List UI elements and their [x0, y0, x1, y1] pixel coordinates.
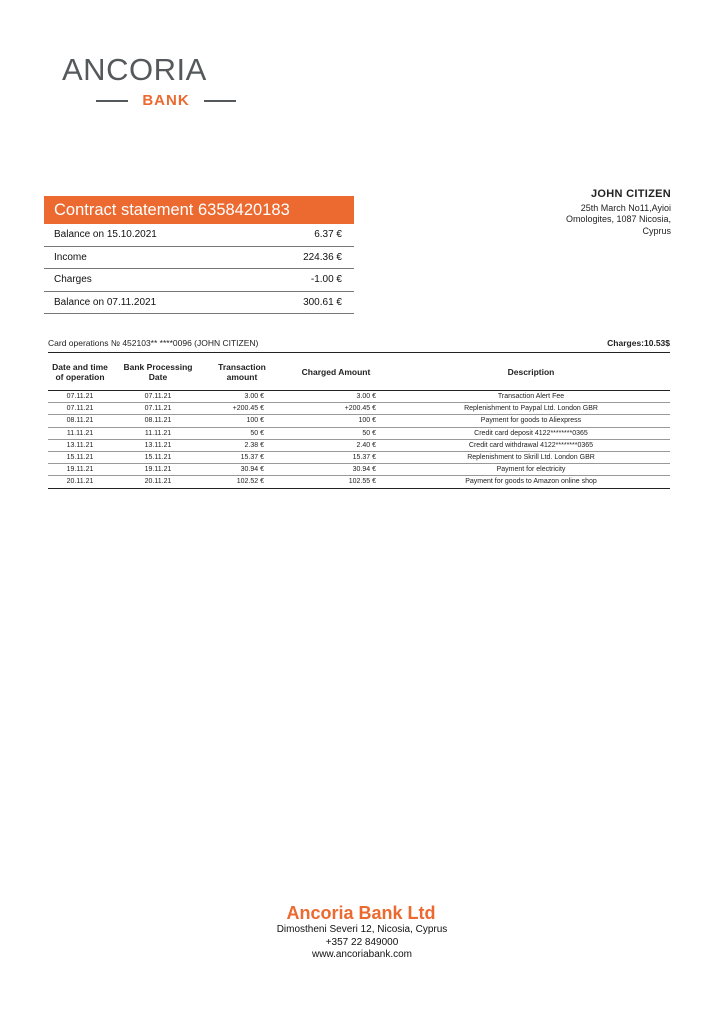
customer-address-line: Cyprus	[642, 225, 671, 236]
cell-description: Transaction Alert Fee	[392, 391, 670, 403]
summary-value: -1.00 €	[310, 274, 342, 286]
cell-processing-date: 07.11.21	[112, 391, 204, 403]
column-header-description: Description	[392, 353, 670, 391]
cell-date: 20.11.21	[48, 476, 112, 488]
cell-description: Credit card withdrawal 4122********0365	[392, 439, 670, 451]
column-header-charged-amount: Charged Amount	[280, 353, 392, 391]
cell-description: Credit card deposit 4122********0365	[392, 427, 670, 439]
cell-description: Replenishment to Paypal Ltd. London GBR	[392, 403, 670, 415]
cell-description: Replenishment to Skrill Ltd. London GBR	[392, 451, 670, 463]
cell-transaction-amount: 50 €	[204, 427, 280, 439]
summary-value: 224.36 €	[303, 251, 342, 263]
cell-description: Payment for goods to Amazon online shop	[392, 476, 670, 488]
customer-address-block	[451, 189, 671, 237]
cell-charged-amount: 3.00 €	[280, 391, 392, 403]
summary-row	[44, 292, 354, 315]
table-row	[48, 415, 670, 427]
table-row	[48, 439, 670, 451]
summary-value: 300.61 €	[303, 296, 342, 308]
customer-address-line: Omologites, 1087 Nicosia,	[565, 214, 671, 224]
customer-name: JOHN CITIZEN	[591, 188, 671, 200]
table-row	[48, 464, 670, 476]
cell-charged-amount: 30.94 €	[280, 464, 392, 476]
summary-row	[44, 224, 354, 247]
card-operations-title: Card operations № 452103** ****0096 (JOHN CITIZEN)	[48, 338, 259, 348]
cell-charged-amount: 100 €	[280, 415, 392, 427]
statement-title: Contract statement 6358420183	[44, 196, 354, 224]
table-header-row	[48, 353, 670, 391]
cell-description: Payment for electricity	[392, 464, 670, 476]
cell-date: 11.11.21	[48, 427, 112, 439]
card-operations-charges: Charges:10.53$	[607, 338, 670, 348]
table-row	[48, 391, 670, 403]
cell-description: Payment for goods to Aliexpress	[392, 415, 670, 427]
logo-wordmark: ANCORIA	[62, 52, 207, 87]
logo-rule-right	[204, 100, 236, 102]
cell-charged-amount: 102.55 €	[280, 476, 392, 488]
summary-value: 6.37 €	[314, 229, 342, 241]
footer-website-link[interactable]: www.ancoriabank.com	[311, 949, 413, 960]
cell-date: 07.11.21	[48, 391, 112, 403]
cell-processing-date: 07.11.21	[112, 403, 204, 415]
cell-charged-amount: 50 €	[280, 427, 392, 439]
cell-processing-date: 11.11.21	[112, 427, 204, 439]
cell-charged-amount: +200.45 €	[280, 403, 392, 415]
summary-row	[44, 247, 354, 270]
summary-label: Balance on 07.11.2021	[54, 296, 157, 308]
cell-transaction-amount: 100 €	[204, 415, 280, 427]
cell-transaction-amount: +200.45 €	[204, 403, 280, 415]
footer-address: Dimostheni Severi 12, Nicosia, Cyprus	[276, 924, 448, 935]
statement-summary	[44, 196, 354, 314]
cell-date: 13.11.21	[48, 439, 112, 451]
summary-label: Balance on 15.10.2021	[54, 229, 157, 241]
logo-rule-left	[96, 100, 128, 102]
logo-subtitle	[96, 91, 236, 109]
footer-phone: +357 22 849000	[325, 936, 399, 948]
cell-date: 15.11.21	[48, 451, 112, 463]
table-row	[48, 476, 670, 488]
cell-date: 08.11.21	[48, 415, 112, 427]
cell-processing-date: 19.11.21	[112, 464, 204, 476]
bank-logo	[62, 54, 268, 110]
customer-address-line: 25th March No11,Ayioi	[580, 202, 671, 213]
summary-label: Income	[54, 251, 87, 263]
column-header-transaction-amount: Transaction amount	[204, 353, 280, 391]
page-footer	[0, 902, 724, 962]
summary-label: Charges	[54, 274, 92, 286]
cell-date: 19.11.21	[48, 464, 112, 476]
footer-company-name: Ancoria Bank Ltd	[286, 903, 436, 923]
column-header-processing-date: Bank Processing Date	[112, 353, 204, 391]
summary-row	[44, 269, 354, 292]
cell-charged-amount: 15.37 €	[280, 451, 392, 463]
cell-transaction-amount: 30.94 €	[204, 464, 280, 476]
cell-transaction-amount: 102.52 €	[204, 476, 280, 488]
cell-transaction-amount: 2.38 €	[204, 439, 280, 451]
cell-transaction-amount: 15.37 €	[204, 451, 280, 463]
table-row	[48, 451, 670, 463]
cell-processing-date: 13.11.21	[112, 439, 204, 451]
cell-processing-date: 15.11.21	[112, 451, 204, 463]
cell-transaction-amount: 3.00 €	[204, 391, 280, 403]
cell-charged-amount: 2.40 €	[280, 439, 392, 451]
column-header-date: Date and time of operation	[48, 353, 112, 391]
table-row	[48, 403, 670, 415]
table-row	[48, 427, 670, 439]
cell-date: 07.11.21	[48, 403, 112, 415]
cell-processing-date: 08.11.21	[112, 415, 204, 427]
cell-processing-date: 20.11.21	[112, 476, 204, 488]
logo-bank-text: BANK	[142, 92, 190, 109]
card-operations-table	[48, 352, 670, 489]
